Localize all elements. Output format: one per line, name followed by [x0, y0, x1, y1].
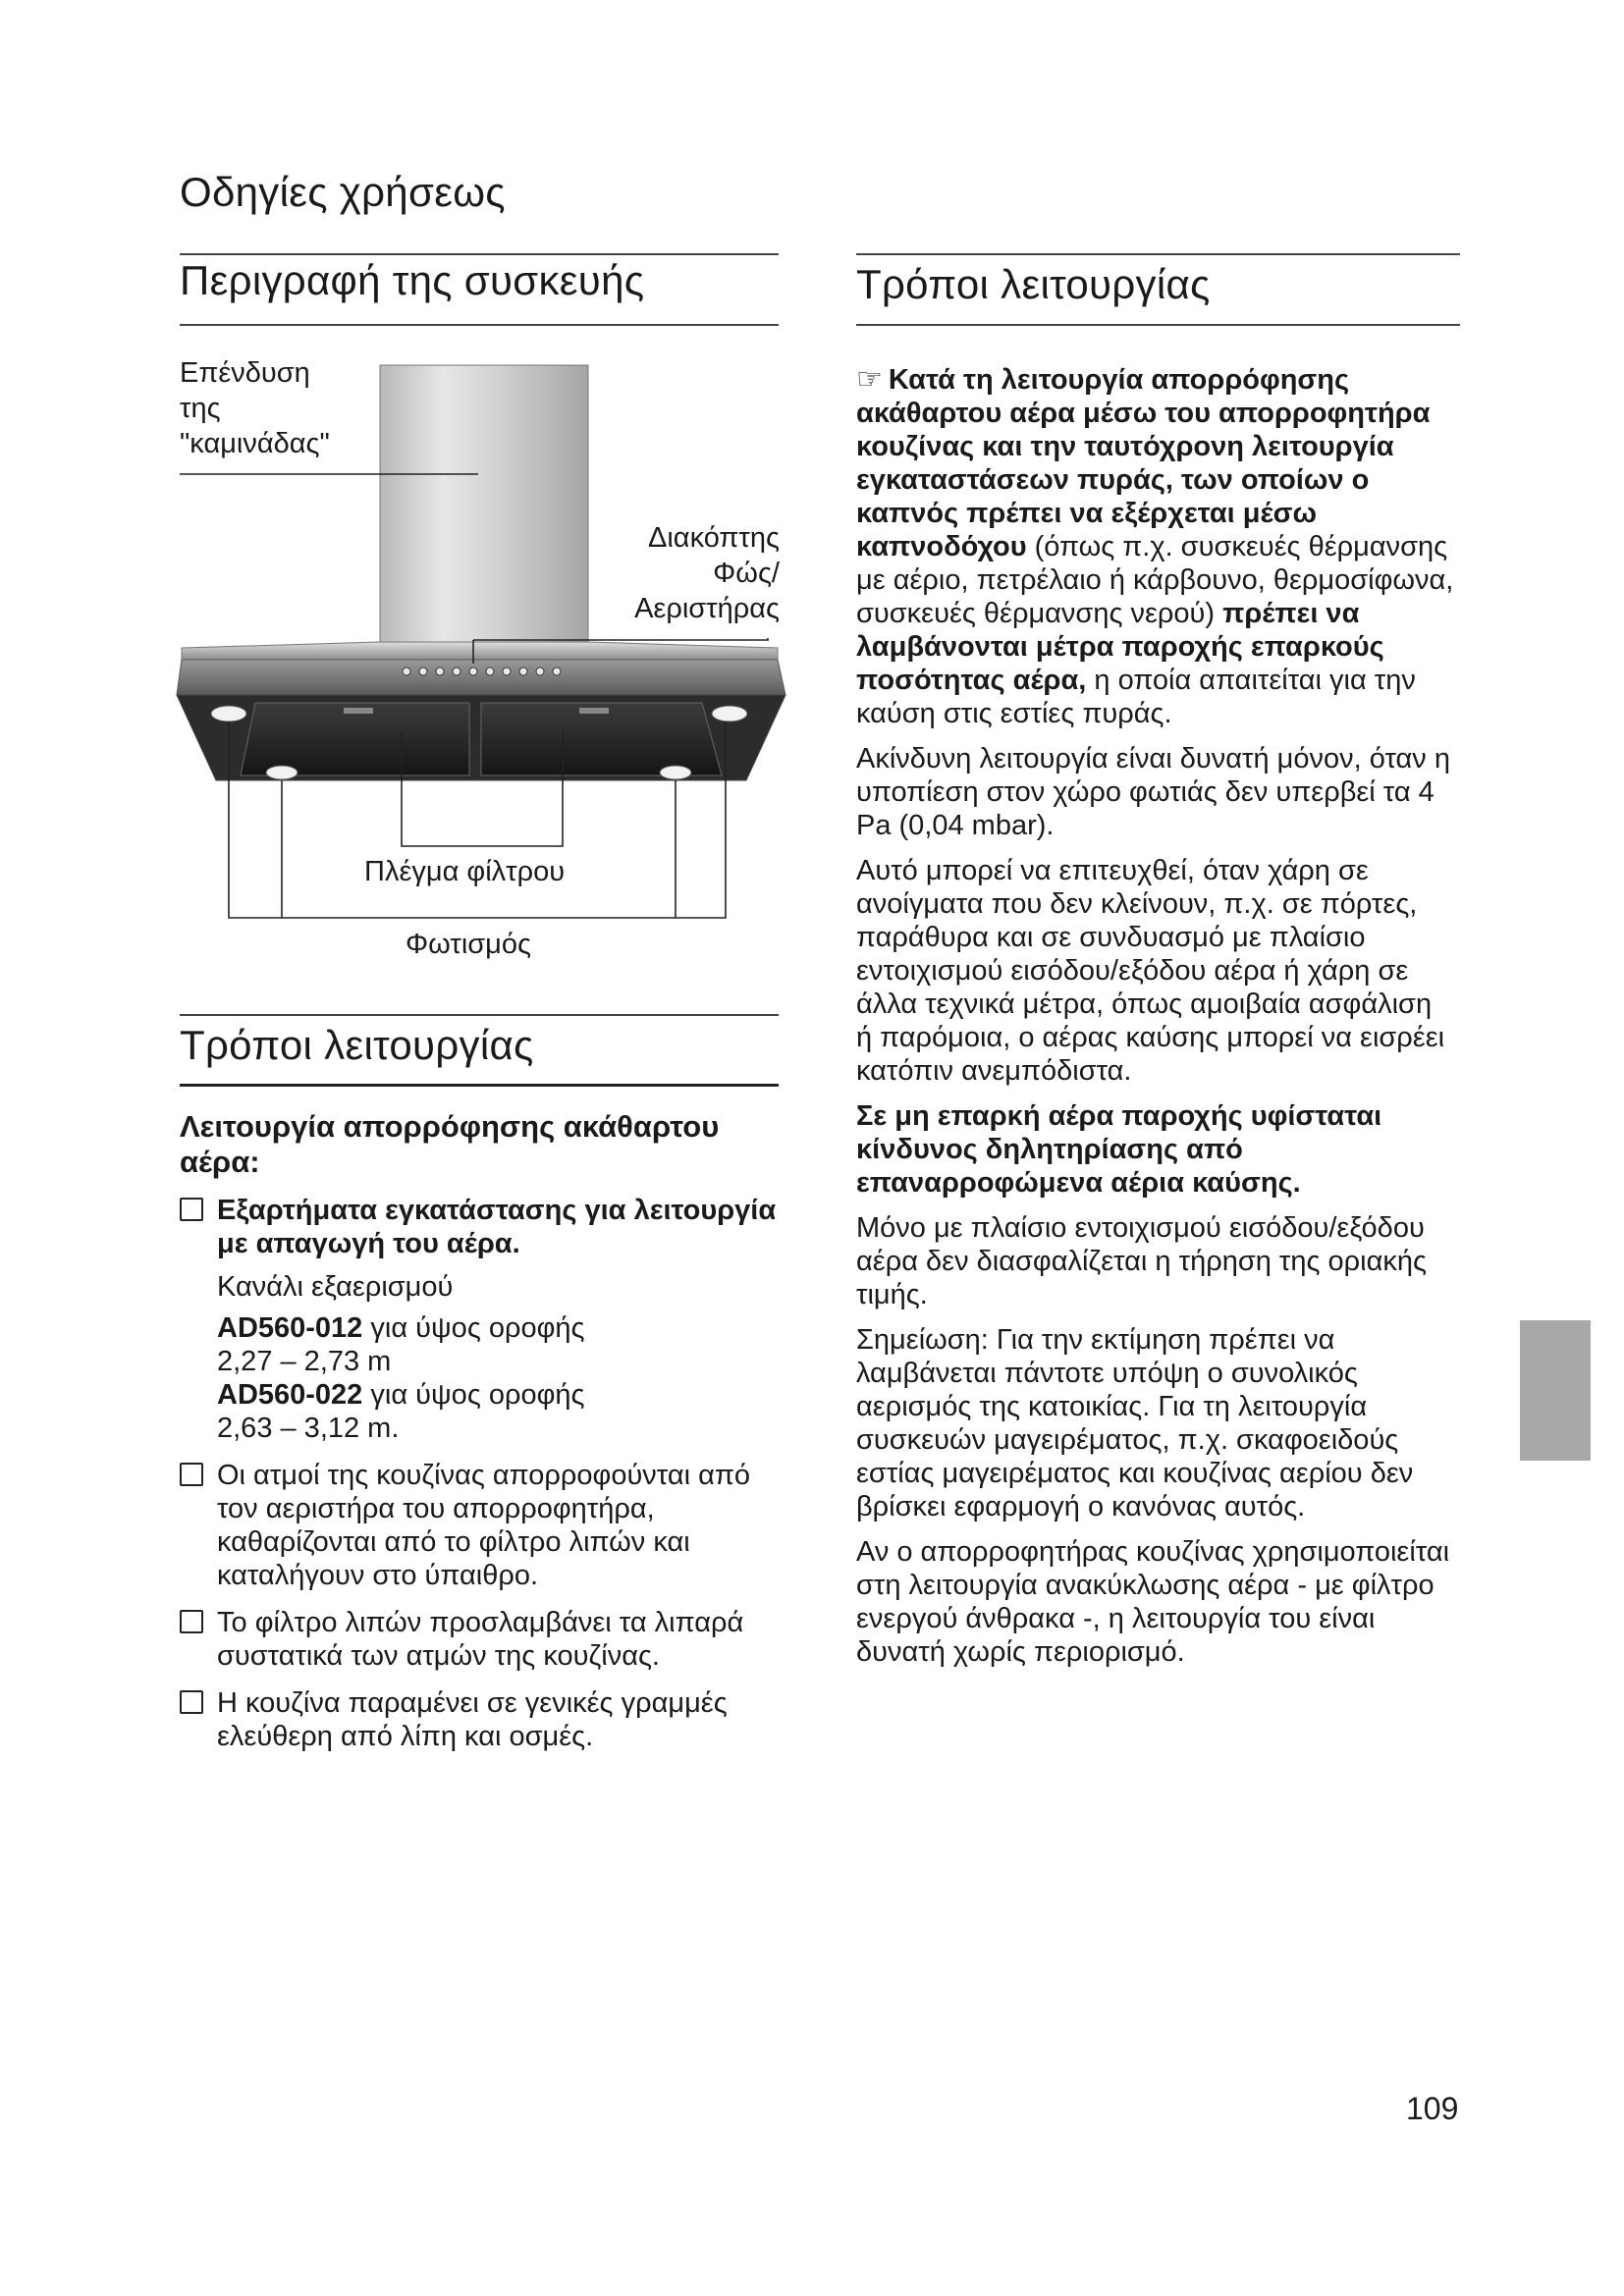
checkbox-icon: [180, 1463, 203, 1486]
warning-paragraph: ☞ Κατά τη λειτουργία απορρόφησης ακάθαρτου αέρα μέσω του απορροφητήρα κουζίνας και την ταυτόχρονη λειτουργία εγκαταστάσεων πυράς, των οποίων ο καπνός πρέπει να εξέρχεται μέσω καπνοδόχου (όπως π.χ. συσκευές θέρμανσης με αέριο, πετρέλαιο ή κάρβουνο, θερμοσίφωνα, συσκευές θέρμανσης νερού) πρέπει να λαμβάνονται μέτρα παροχής επαρκούς ποσότητας αέρα, η οποία απαιτείται για την καύση στις εστίες πυράς.: [856, 363, 1454, 729]
lamp-right-back: [712, 706, 747, 721]
page-title: Οδηγίες χρήσεως: [180, 169, 506, 215]
grease-filter-right: [481, 703, 722, 775]
section-rule-top-2: [180, 1014, 779, 1016]
label-switch: Διακόπτης Φώς/ Αεριστήρας: [634, 522, 780, 624]
list-item: Εξαρτήματα εγκατάστασης για λειτουργία με απαγωγή του αέρα. Κανάλι εξαερισμού AD560-012 για ύψος οροφής 2,27 – 2,73 m AD560-022 για ύψος οροφής 2,63 – 3,12 m.: [180, 1194, 788, 1445]
paragraph: Ακίνδυνη λειτουργία είναι δυνατή μόνον, όταν η υποπίεση στον χώρο φωτιάς δεν υπερβεί τα 4 Pa (0,04 mbar).: [856, 743, 1450, 841]
list-item: Οι ατμοί της κουζίνας απορροφούνται από τον αεριστήρα του απορροφητήρα, καθαρίζονται από το φίλτρο λιπών και καταλήγουν στο ύπαιθρο.: [180, 1459, 788, 1592]
label-chimney: Επένδυση της "καμινάδας": [180, 357, 330, 459]
paragraph: Σημείωση: Για την εκτίμηση πρέπει να λαμβάνεται πάντοτε υπόψη ο συνολικός αερισμός της κατοικίας. Για τη λειτουργία συσκευών μαγειρέματος, π.χ. σκαφοειδούς εστίας μαγειρέματος και κουζίνας αερίου δεν βρίσκει εφαρμογή ο κανόνας αυτός.: [856, 1324, 1414, 1522]
list-item: Το φίλτρο λιπών προσλαμβάνει τα λιπαρά συστατικά των ατμών της κουζίνας.: [180, 1606, 788, 1673]
paragraph: Αυτό μπορεί να επιτευχθεί, όταν χάρη σε ανοίγματα που δεν κλείνουν, π.χ. σε πόρτες, παράθυρα και σε συνδυασμό με πλαίσιο εντοιχισμού εισόδου/εξόδου αέρα ή χάρη σε άλλα τεχνικά μέτρα, όπως αμοιβαία ασφάλιση ή παρόμοια, ο αέρας καύσης μπορεί να εισρέει κατόπιν ανεμπόδιστα.: [856, 855, 1445, 1087]
control-button: [403, 667, 410, 675]
checkbox-icon: [180, 1610, 203, 1633]
filter-handle: [344, 708, 373, 714]
lamp-left-front: [266, 766, 298, 779]
filter-handle: [579, 708, 609, 714]
checkbox-icon: [180, 1198, 203, 1221]
label-filter: Πλέγμα φίλτρου: [364, 856, 566, 887]
paragraph: Αν ο απορροφητήρας κουζίνας χρησιμοποιείται στη λειτουργία ανακύκλωσης αέρα - με φίλτρο ενεργού άνθρακα -, η λειτουργία του είναι δυνατή χωρίς περιορισμό.: [856, 1536, 1450, 1668]
right-column-text: [856, 363, 1455, 1681]
page-number: 109: [1406, 2091, 1459, 2126]
section-heading-modes-right: Τρόποι λειτουργίας: [856, 261, 1211, 307]
left-column-text: [180, 1109, 788, 1767]
paragraph: Μόνο με πλαίσιο εντοιχισμού εισόδου/εξόδου αέρα δεν διασφαλίζεται η τήρηση της οριακής τιμής.: [856, 1212, 1427, 1310]
checkbox-icon: [180, 1690, 203, 1714]
section-heading-description: Περιγραφή της συσκευής: [180, 257, 645, 303]
control-button: [553, 667, 561, 675]
warning-bold-paragraph: Σε μη επαρκή αέρα παροχής υφίσταται κίνδυνος δηλητηρίασης από επαναρροφώμενα αέρια καύσης.: [856, 1100, 1382, 1199]
pointing-hand-icon: ☞: [856, 363, 883, 396]
grease-filter-left: [241, 703, 469, 775]
canopy-top: [182, 642, 778, 660]
lamp-right-front: [660, 766, 691, 779]
lamp-left-back: [211, 706, 246, 721]
control-button: [486, 667, 494, 675]
label-light: Φωτισμός: [406, 929, 531, 960]
control-button: [469, 667, 477, 675]
control-button: [436, 667, 444, 675]
section-rule-bottom-2: [180, 1084, 779, 1087]
chimney: [380, 365, 588, 642]
control-button: [419, 667, 427, 675]
chapter-tab-marker: [1520, 1320, 1591, 1461]
control-button: [519, 667, 527, 675]
section-heading-modes-left: Τρόποι λειτουργίας: [180, 1022, 534, 1068]
subheading-extraction: Λειτουργία απορρόφησης ακάθαρτου αέρα:: [180, 1109, 720, 1179]
control-button: [503, 667, 511, 675]
control-button: [453, 667, 460, 675]
control-button: [536, 667, 544, 675]
canopy-front: [177, 660, 785, 695]
list-item: Η κουζίνα παραμένει σε γενικές γραμμές ελεύθερη από λίπη και οσμές.: [180, 1686, 788, 1753]
